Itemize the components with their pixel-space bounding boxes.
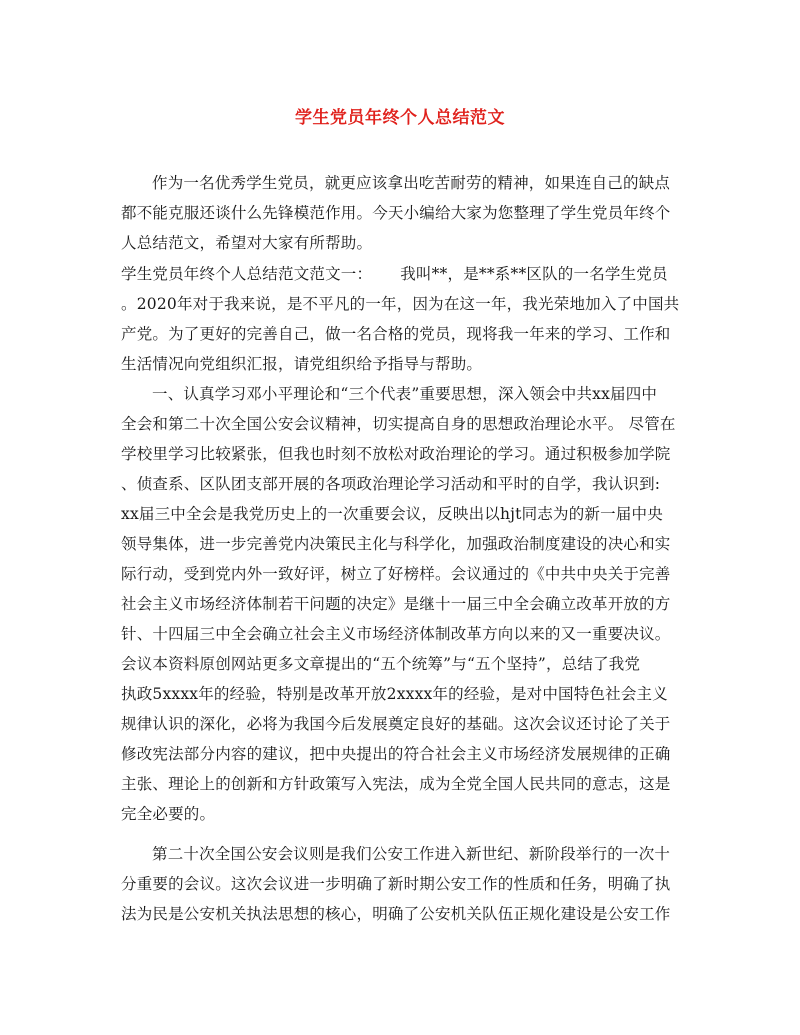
paragraph-line: 主张、理论上的创新和方针政策写入宪法，成为全党全国人民共同的意志，这是 <box>121 775 671 793</box>
paragraph-line: 人总结范文，希望对大家有所帮助。 <box>121 234 373 252</box>
paragraph-segment: 我叫**，是**系**区队的一名学生党员 <box>400 265 668 283</box>
paragraph-line: 。2020年对于我来说，是不平凡的一年，因为在这一年，我光荣地加入了中国共 <box>121 295 680 313</box>
paragraph-line: 修改宪法部分内容的建议，把中央提出的符合社会主义市场经济发展规律的正确 <box>121 745 671 763</box>
paragraph-line: 作为一名优秀学生党员，就更应该拿出吃苦耐劳的精神，如果连自己的缺点 <box>152 174 671 192</box>
document-title: 学生党员年终个人总结范文 <box>295 108 505 128</box>
paragraph-line: 执政5xxxx年的经验，特别是改革开放2xxxx年的经验，是对中国特色社会主义 <box>121 685 668 703</box>
paragraph-line: 规律认识的深化，必将为我国今后发展奠定良好的基础。这次会议还讨论了关于 <box>121 715 671 733</box>
paragraph-line: 生活情况向党组织汇报，请党组织给予指导与帮助。 <box>121 355 483 373</box>
section-heading: 学生党员年终个人总结范文范文一： <box>121 265 373 283</box>
paragraph-line: 社会主义市场经济体制若干问题的决定》是继十一届三中全会确立改革开放的方 <box>121 595 671 613</box>
paragraph-line: 领导集体，进一步完善党内决策民主化与科学化，加强政治制度建设的决心和实 <box>121 535 671 553</box>
paragraph-line: 第二十次全国公安会议则是我们公安工作进入新世纪、新阶段举行的一次十 <box>152 845 671 863</box>
paragraph-line: 学校里学习比较紧张，但我也时刻不放松对政治理论的学习。通过积极参加学院 <box>121 445 671 463</box>
paragraph-line: 会议本资料原创网站更多文章提出的“五个统筹”与“五个坚持”，总结了我党 <box>121 655 641 673</box>
paragraph-line: 针、十四届三中全会确立社会主义市场经济体制改革方向以来的又一重要决议。 <box>121 625 671 643</box>
paragraph-line: 际行动，受到党内外一致好评，树立了好榜样。会议通过的《中共中央关于完善 <box>121 565 671 583</box>
paragraph-line: xx届三中全会是我党历史上的一次重要会议，反映出以hjt同志为的新一届中央 <box>121 505 663 523</box>
paragraph-line: 完全必要的。 <box>121 805 216 823</box>
paragraph-line: 产党。为了更好的完善自己，做一名合格的党员，现将我一年来的学习、工作和 <box>121 325 671 343</box>
paragraph-line: 、侦查系、区队团支部开展的各项政治理论学习活动和平时的自学，我认识到: <box>121 475 661 493</box>
paragraph-line: 法为民是公安机关执法思想的核心，明确了公安机关队伍正规化建设是公安工作 <box>121 905 671 923</box>
paragraph-line: 分重要的会议。这次会议进一步明确了新时期公安工作的性质和任务，明确了执 <box>121 875 671 893</box>
paragraph-line: 一、认真学习邓小平理论和“三个代表”重要思想，深入领会中共xx届四中 <box>152 385 658 403</box>
paragraph-line: 全会和第二十次全国公安会议精神，切实提高自身的思想政治理论水平。 尽管在 <box>121 415 676 433</box>
paragraph-line: 都不能克服还谈什么先锋模范作用。今天小编给大家为您整理了学生党员年终个 <box>121 204 671 222</box>
section-heading-line <box>121 264 668 284</box>
